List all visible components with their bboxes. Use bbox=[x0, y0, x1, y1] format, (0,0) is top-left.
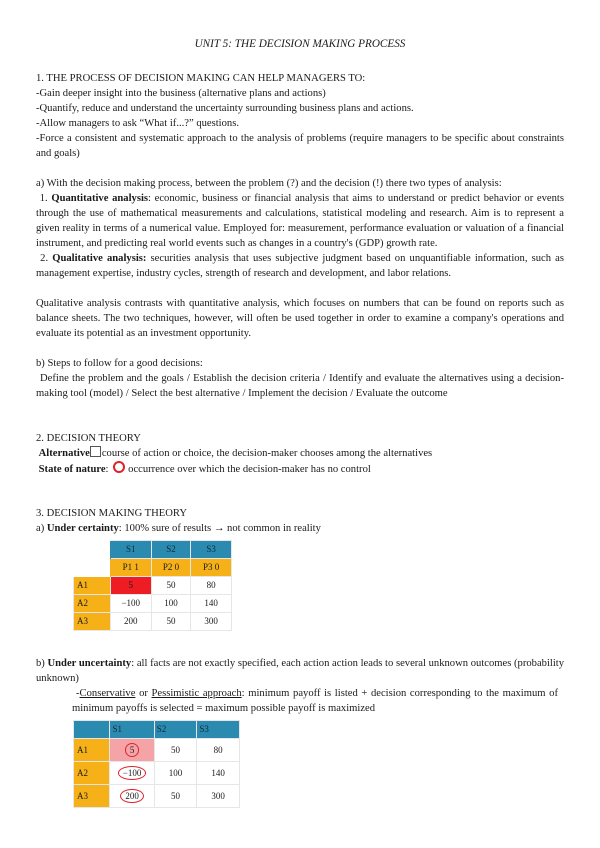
payoff-cell: 80 bbox=[191, 577, 232, 595]
probability-cell: P1 1 bbox=[110, 559, 151, 577]
alternative-definition bbox=[36, 446, 564, 461]
state-of-nature-text: occurrence over which the decision-maker has no control bbox=[128, 464, 371, 475]
uncertainty-text: : all facts are not exactly specified, each action action leads to several unknown outcomes (probability unknown) bbox=[36, 658, 565, 684]
dash: - bbox=[76, 688, 80, 699]
state-of-nature-definition: State of nature: occurrence over which the decision-maker has no control bbox=[36, 461, 564, 477]
payoff-cell: 50 bbox=[154, 785, 197, 808]
quant-text: : economic, business or financial analysis that aims to understand or predict behavior or events through the use of mathematical measurements and calculations, statistical modeling and research. Aim is to represent a given reality in terms of a numerical value. Employed for: measurement, performance evaluation or valuation of a financial instrument, and predicting real world events such as changes in a country's (GDP) growth rate. bbox=[36, 193, 564, 249]
payoff-cell: 80 bbox=[197, 739, 240, 762]
certainty-label: a) bbox=[36, 523, 45, 534]
corner-cell bbox=[74, 559, 111, 577]
circled-value: 5 bbox=[125, 743, 140, 757]
col-header: S3 bbox=[197, 721, 240, 739]
conservative-approach-paragraph bbox=[72, 686, 558, 716]
uncertainty-payoff-table bbox=[73, 720, 240, 808]
steps-heading: b) Steps to follow for a good decisions: bbox=[36, 358, 203, 369]
corner-cell bbox=[74, 541, 111, 559]
section-1-heading: 1. THE PROCESS OF DECISION MAKING CAN HELP MANAGERS TO: bbox=[36, 73, 366, 84]
s1-analysis-intro: a) With the decision making process, between the problem (?) and the decision (!) there two types of analysis: bbox=[36, 178, 502, 189]
corner-header bbox=[74, 721, 110, 739]
quant-number: 1. bbox=[39, 193, 48, 204]
col-header: S1 bbox=[110, 541, 151, 559]
certainty-payoff-table bbox=[73, 540, 232, 631]
section-3-heading: 3. DECISION MAKING THEORY bbox=[36, 508, 188, 519]
minimum-payoff-cell bbox=[110, 739, 154, 762]
certainty-text: : 100% sure of results → not common in reality bbox=[118, 523, 321, 534]
col-header: S2 bbox=[151, 541, 191, 559]
quant-term: Quantitative analysis bbox=[51, 193, 149, 204]
row-header: A3 bbox=[74, 613, 111, 631]
circled-value: −100 bbox=[118, 766, 147, 780]
row-header: A1 bbox=[74, 739, 110, 762]
payoff-cell: 140 bbox=[197, 762, 240, 785]
probability-cell: P2 0 bbox=[151, 559, 191, 577]
pessimistic-term: Pessimistic approach bbox=[151, 688, 242, 699]
payoff-cell: 50 bbox=[151, 577, 191, 595]
qualitative-analysis-paragraph bbox=[36, 251, 564, 281]
payoff-cell: 50 bbox=[151, 613, 191, 631]
contrast-paragraph: Qualitative analysis contrasts with quantitative analysis, which focuses on numbers that can be found on reports such as balance sheets. The two techniques, however, will often be used together in order to examine a company's operations and evaluate its potential as an investment opportunity. bbox=[36, 298, 564, 339]
qual-text: securities analysis that uses subjective judgment based on unquantifiable information, such as management expertise, industry cycles, strength of research and development, and labor relations. bbox=[36, 253, 565, 279]
s1-item-1: -Gain deeper insight into the business (alternative plans and actions) bbox=[36, 88, 326, 99]
row-header: A1 bbox=[74, 577, 111, 595]
section-2-heading: 2. DECISION THEORY bbox=[36, 433, 141, 444]
circled-value: 200 bbox=[120, 789, 144, 803]
alternative-text: course of action or choice, the decision-maker chooses among the alternatives bbox=[101, 448, 433, 459]
steps-text: Define the problem and the goals / Establish the decision criteria / Identify and evaluate the alternatives using a decision-making tool (model) / Select the best alternative / Implement the decision / Evaluate the outcome bbox=[36, 373, 564, 399]
uncertainty-term: Under uncertainty bbox=[47, 658, 132, 669]
uncertainty-label: b) bbox=[36, 658, 45, 669]
probability-cell: P3 0 bbox=[191, 559, 232, 577]
s1-item-2: -Quantify, reduce and understand the uncertainty surrounding business plans and actions. bbox=[36, 103, 414, 114]
payoff-cell: 300 bbox=[191, 613, 232, 631]
payoff-cell: 100 bbox=[151, 595, 191, 613]
payoff-cell: 200 bbox=[110, 613, 151, 631]
certainty-term: Under certainty bbox=[46, 523, 119, 534]
minimum-payoff-cell bbox=[110, 762, 154, 785]
col-header: S1 bbox=[110, 721, 154, 739]
s1-item-3: -Allow managers to ask “What if...?” questions. bbox=[36, 118, 239, 129]
payoff-cell: 140 bbox=[191, 595, 232, 613]
quantitative-analysis-paragraph bbox=[36, 191, 564, 251]
payoff-cell: −100 bbox=[110, 595, 151, 613]
col-header: S3 bbox=[191, 541, 232, 559]
payoff-cell: 300 bbox=[197, 785, 240, 808]
col-header: S2 bbox=[154, 721, 197, 739]
qual-number: 2. bbox=[40, 253, 49, 264]
row-header: A2 bbox=[74, 595, 111, 613]
circle-icon bbox=[113, 461, 125, 473]
payoff-cell: 100 bbox=[154, 762, 197, 785]
state-of-nature-term: State of nature bbox=[38, 464, 106, 475]
minimum-payoff-cell bbox=[110, 785, 154, 808]
row-header: A3 bbox=[74, 785, 110, 808]
conservative-term: Conservative bbox=[79, 688, 136, 699]
uncertainty-paragraph bbox=[36, 656, 564, 686]
certainty-line bbox=[36, 521, 564, 536]
page-title: UNIT 5: THE DECISION MAKING PROCESS bbox=[194, 38, 406, 50]
row-header: A2 bbox=[74, 762, 110, 785]
s1-item-4: -Force a consistent and systematic approach to the analysis of problems (require managers to be specific about constraints and goals) bbox=[36, 133, 564, 159]
highlighted-cell: 5 bbox=[110, 577, 151, 595]
square-icon bbox=[90, 446, 101, 457]
payoff-cell: 50 bbox=[154, 739, 197, 762]
or-text: or bbox=[135, 688, 152, 699]
qual-term: Qualitative analysis: bbox=[52, 253, 147, 264]
alternative-term: Alternative bbox=[38, 448, 90, 459]
conservative-text: : minimum payoff is listed + decision corresponding to the maximum of minimum payoffs is selected = maximum possible payoff is maximized bbox=[72, 688, 558, 714]
